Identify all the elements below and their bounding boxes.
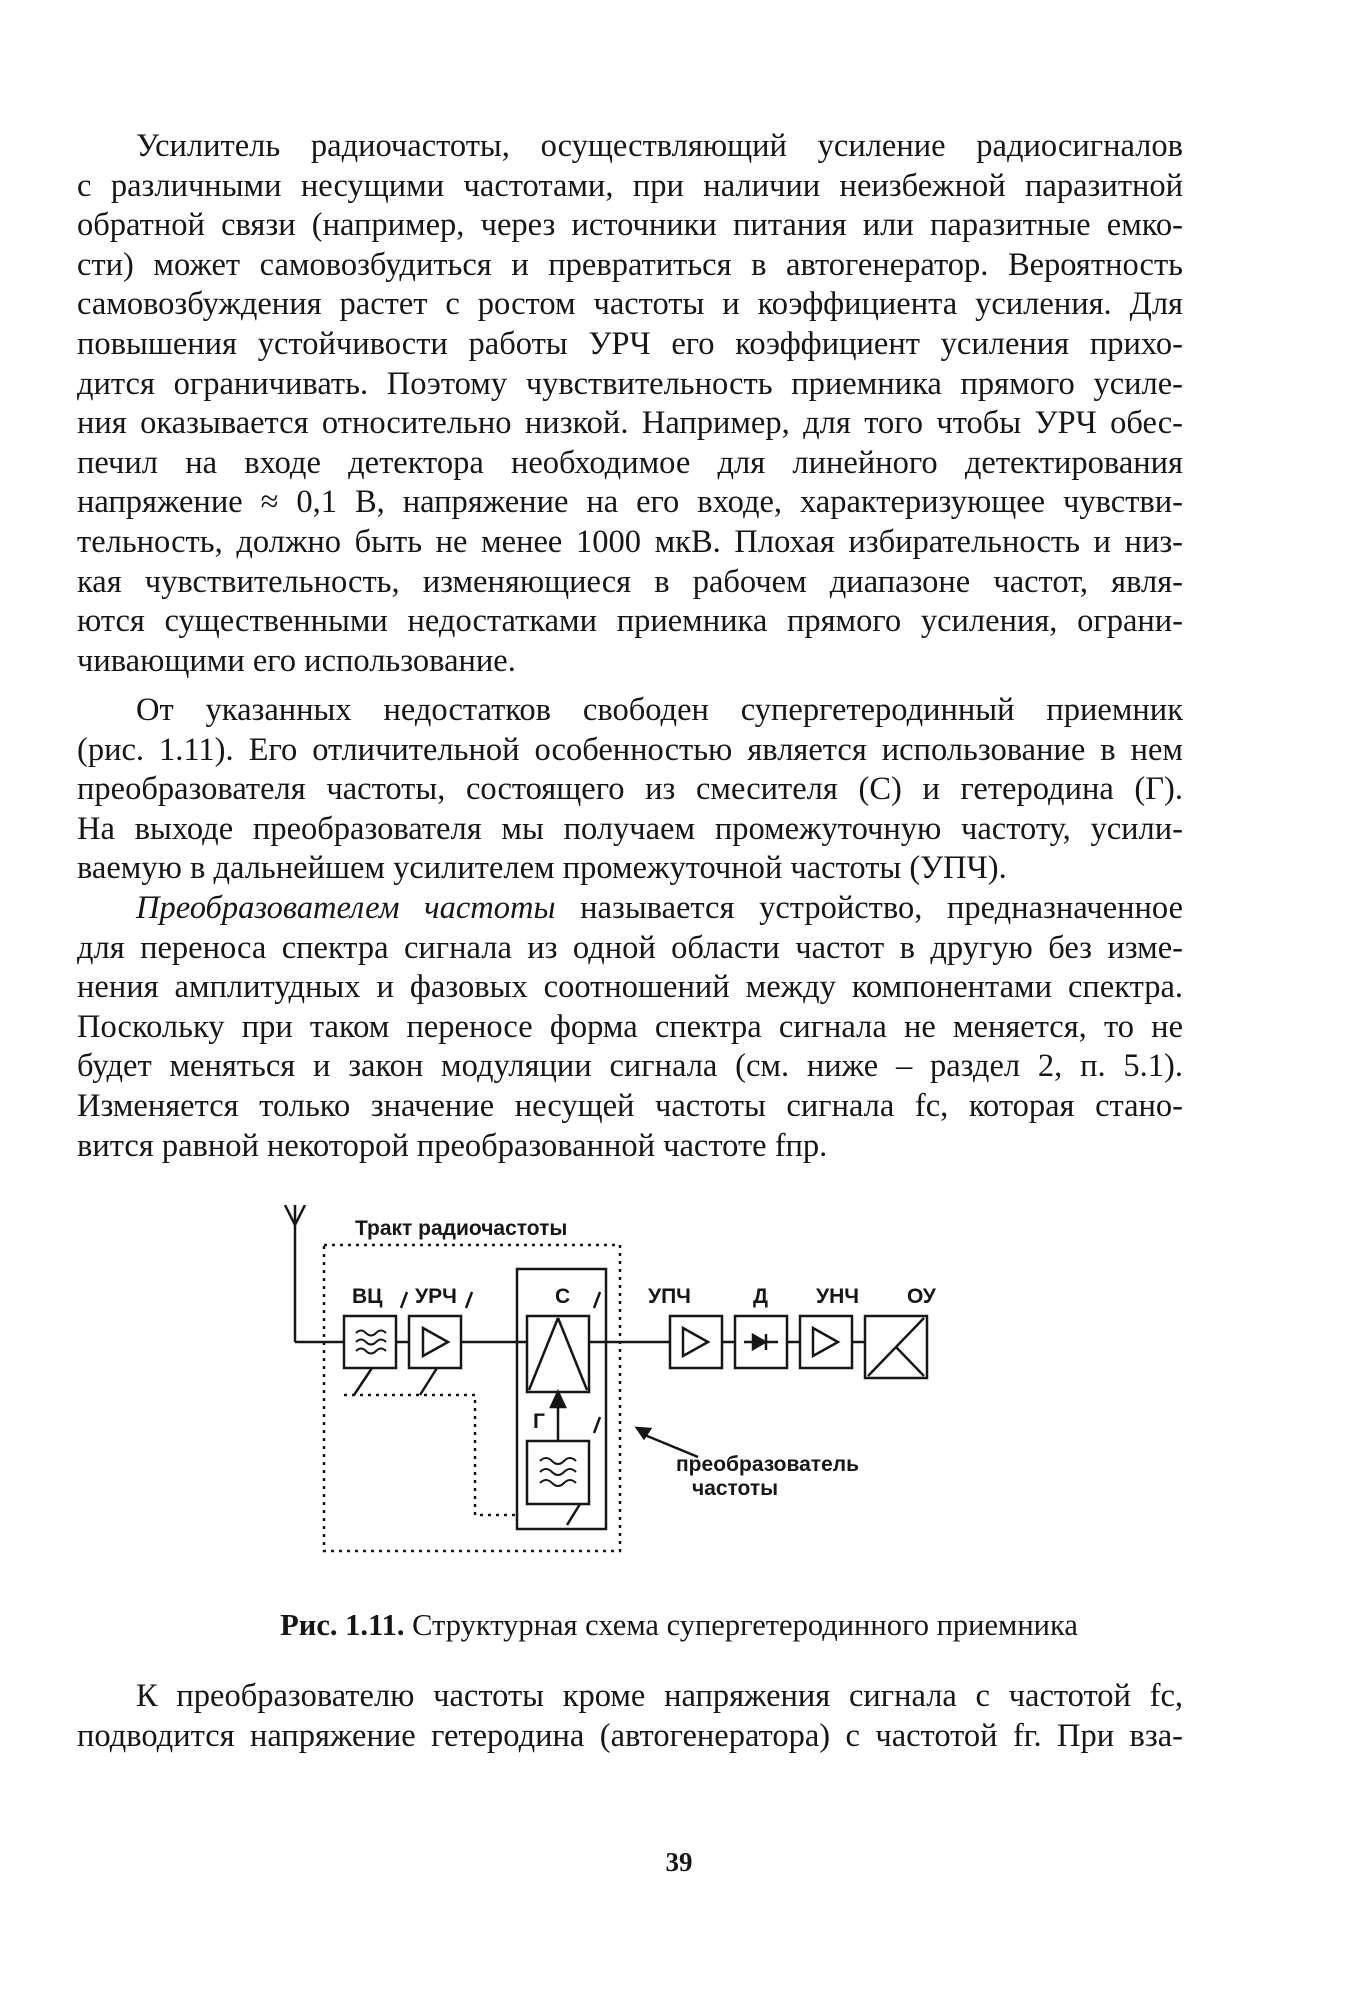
text-line: будет меняться и закон модуляции сигнала (см. ниже – раздел 2, п. 5.1).: [77, 1048, 1183, 1085]
text-line: К преобразователю частоты кроме напряжения сигнала с частотой fc,: [136, 1678, 1183, 1714]
figure-caption: [0, 1607, 1358, 1643]
text-line: самовозбуждения растет с ростом частоты и коэффициента усиления. Для: [77, 286, 1183, 323]
text-line: подводится напряжение гетеродина (автогенератора) с частотой fг. При вза-: [77, 1717, 1183, 1754]
label-detector: Д: [753, 1285, 768, 1308]
text-line: кая чувствительность, изменяющиеся в рабочем диапазоне частот, явля-: [77, 563, 1183, 600]
paragraph-2: [77, 691, 1183, 889]
text-line: сти) может самовозбудиться и превратиться в автогенератор. Вероятность: [77, 246, 1183, 283]
page-number: 39: [665, 1847, 693, 1877]
paragraph-4: [77, 1677, 1183, 1756]
converter-label-2: частоты: [692, 1477, 779, 1500]
text-line: (рис. 1.11). Его отличительной особенностью является использование в нем: [77, 731, 1183, 768]
text-line: обратной связи (например, через источники питания или паразитные емко-: [77, 207, 1183, 244]
filter-icon: [344, 1316, 396, 1368]
label-unch: УНЧ: [816, 1285, 859, 1308]
text-line: преобразователя частоты, состоящего из смесителя (С) и гетеродина (Г).: [77, 771, 1183, 808]
label-speaker: ОУ: [907, 1285, 936, 1308]
caption-text: Структурная схема супергетеродинного приемника: [404, 1608, 1078, 1642]
text-line: напряжение ≈ 0,1 В, напряжение на его входе, характеризующее чувстви-: [77, 484, 1183, 521]
text-line: печил на входе детектора необходимое для линейного детектирования: [77, 444, 1183, 481]
paragraph-3: [77, 889, 1183, 1166]
label-heterodyne: Г: [533, 1410, 545, 1433]
mixer-icon: [527, 1316, 589, 1392]
figure-number: Рис. 1.11.: [280, 1608, 405, 1642]
text-line: повышения устойчивости работы УРЧ его коэффициент усиления прихо-: [77, 325, 1183, 362]
paragraph-1: [77, 127, 1183, 681]
label-upch: УПЧ: [648, 1285, 691, 1308]
label-urch: УРЧ: [415, 1285, 457, 1308]
text-line: вится равной некоторой преобразованной частоте fпр.: [77, 1127, 828, 1164]
converter-label-1: преобразователь: [676, 1453, 860, 1476]
text-line: с различными несущими частотами, при наличии неизбежной паразитной: [77, 167, 1183, 204]
filter-wave-icon: [356, 1331, 386, 1354]
label-vc: ВЦ: [352, 1285, 383, 1308]
tract-label: Тракт радиочастоты: [355, 1217, 568, 1240]
term-emphasis: Преобразователем частоты: [136, 890, 556, 926]
text-line: нения амплитудных и фазовых соотношений между компонентами спектра.: [77, 969, 1183, 1006]
antenna-icon: [285, 1205, 344, 1342]
text-line: тельность, должно быть не менее 1000 мкВ. Плохая избирательность и низ-: [77, 523, 1183, 560]
oscillator-wave-icon: [540, 1458, 576, 1486]
af-amplifier-icon: [800, 1316, 852, 1368]
amplifier-icon: [409, 1316, 461, 1368]
text-line: чивающими его использование.: [77, 642, 516, 679]
text-line: для переноса спектра сигнала из одной области частот в другую без изме-: [77, 929, 1183, 966]
text-fragment: называется устройство, предназначенное: [555, 890, 1184, 926]
text-line: ния оказывается относительно низкой. Например, для того чтобы УРЧ обес-: [77, 405, 1183, 442]
oscillator-icon: [527, 1441, 589, 1504]
text-line: Изменяется только значение несущей частоты сигнала fc, которая стано-: [77, 1087, 1183, 1124]
text-line: ются существенными недостатками приемника прямого усиления, ограни-: [77, 603, 1183, 640]
label-mixer: С: [555, 1285, 571, 1308]
text-line: От указанных недостатков свободен супергетеродинный приемник: [136, 692, 1183, 728]
text-line: На выходе преобразователя мы получаем промежуточную частоту, усили-: [77, 810, 1183, 847]
text-line: Усилитель радиочастоты, осуществляющий усиление радиосигналов: [136, 128, 1183, 164]
text-line: Поскольку при таком переносе форма спектра сигнала не меняется, то не: [77, 1008, 1183, 1045]
text-line: [77, 889, 1183, 929]
text-line: дится ограничивать. Поэтому чувствительность приемника прямого усиле-: [77, 365, 1183, 402]
if-amplifier-icon: [670, 1316, 722, 1368]
text-line: ваемую в дальнейшем усилителем промежуточной частоты (УПЧ).: [77, 850, 1007, 887]
block-diagram: [280, 1205, 980, 1577]
